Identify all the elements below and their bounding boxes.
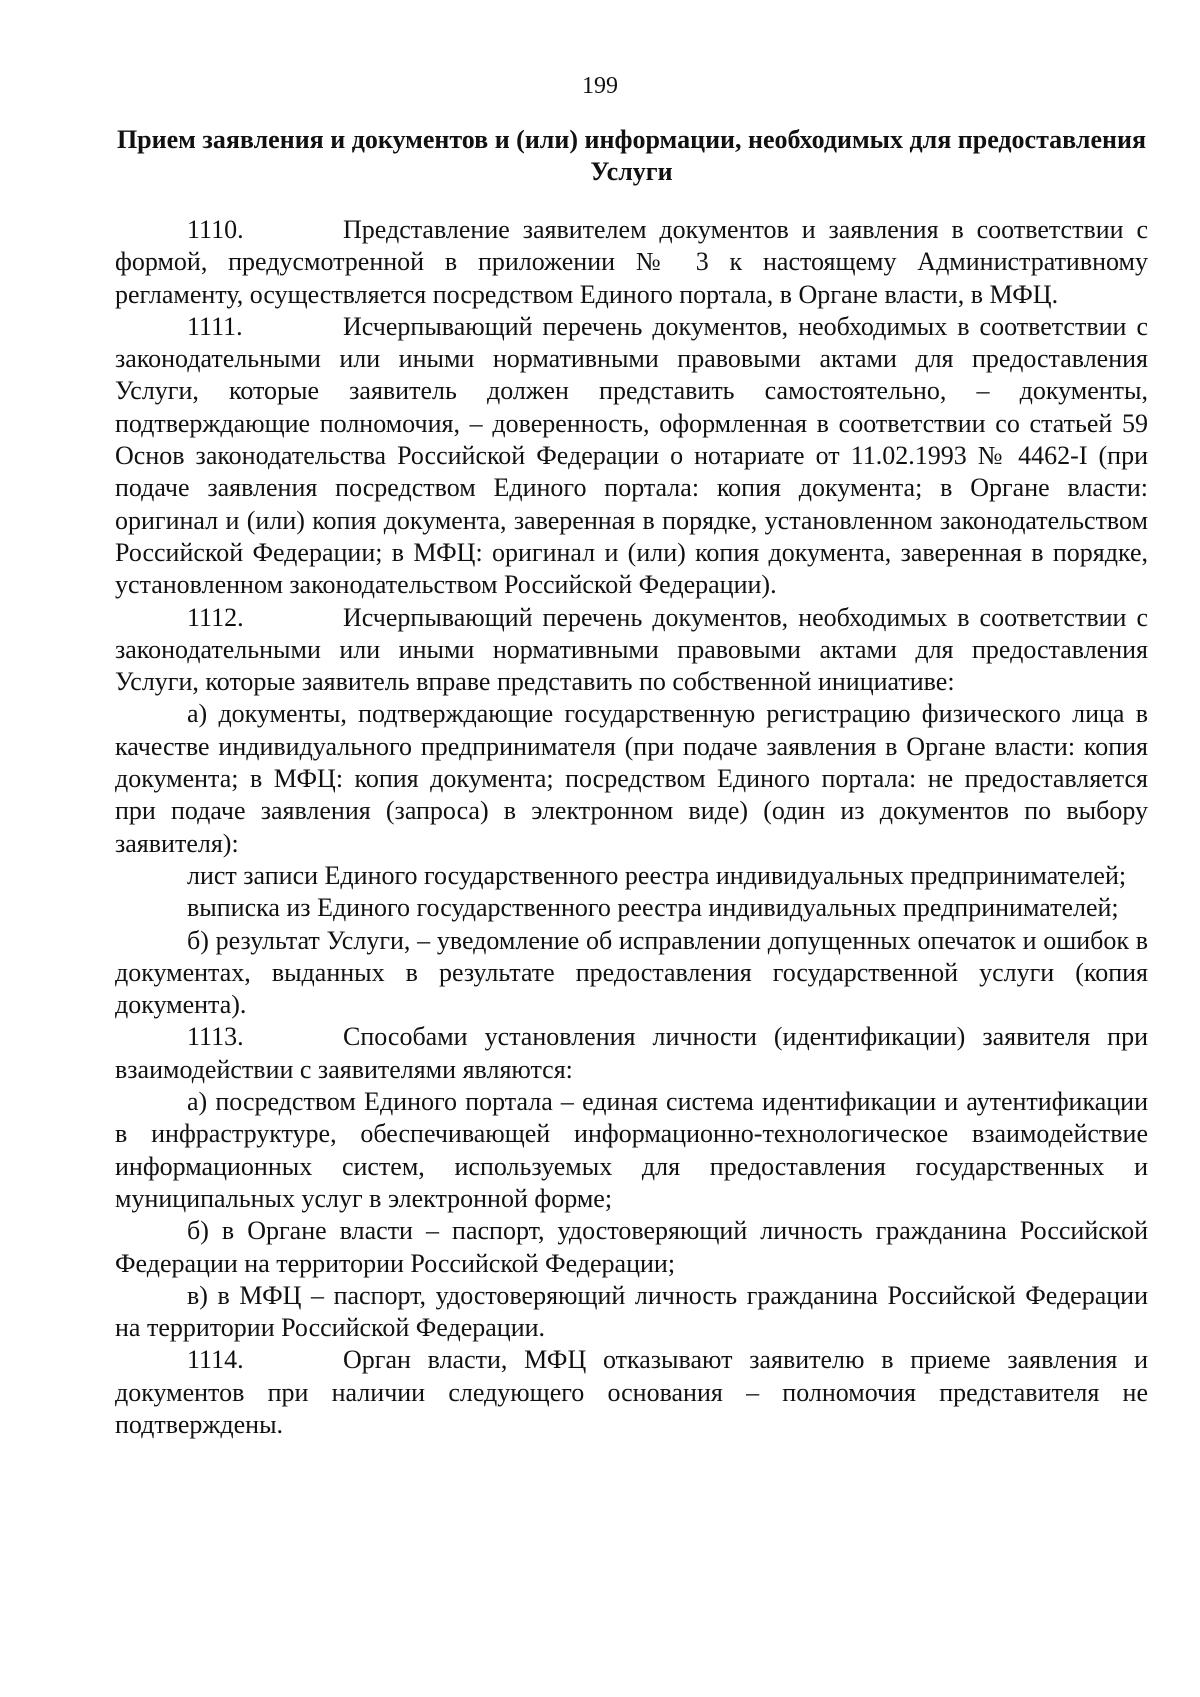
paragraph-1113-a bbox=[115, 1086, 1148, 1215]
paragraph-text: а) документы, подтверждающие государственную регистрацию физического лица в качестве индивидуального предпринимателя (при подаче заявления в Органе власти: копия документа; в МФЦ: копия документа; посредством Единого портала: не предоставляется при подаче заявления (запроса) в электронном виде) (один из документов по выбору заявителя): bbox=[115, 699, 1148, 858]
paragraph-number: 1113. bbox=[187, 1022, 244, 1052]
paragraph-text: Орган власти, МФЦ отказывают заявителю в приеме заявления и документов при наличии следующего основания – полномочия представителя не подтверждены. bbox=[115, 1345, 1148, 1439]
paragraph-1114 bbox=[115, 1344, 1148, 1441]
paragraph-number: 1111. bbox=[187, 311, 243, 341]
paragraph-1113 bbox=[115, 1021, 1148, 1086]
paragraph-number: 1110. bbox=[187, 215, 244, 244]
paragraph-1113-b bbox=[115, 1215, 1148, 1280]
paragraph-text: лист записи Единого государственного реестра индивидуальных предпринимателей; bbox=[187, 860, 1127, 890]
paragraph-1112-b bbox=[115, 925, 1148, 1022]
paragraph-1113-c bbox=[115, 1280, 1148, 1345]
paragraph-number: 1112. bbox=[187, 602, 244, 632]
section-title: Прием заявления и документов и (или) информации, необходимых для предоставления Услуги bbox=[116, 125, 1147, 186]
paragraph-text: Исчерпывающий перечень документов, необходимых в соответствии с законодательными или иными нормативными правовыми актами для предоставления Услуги, которые заявитель должен представить самостоятельно, – документы, подтверждающие полномочия, – доверенность, оформленная в соответствии со статьей 59 Основ законодательства Российской Федерации о нотариате от 11.02.1993 № 4462-I (при подаче заявления посредством Единого портала: копия документа; в Органе власти: оригинал и (или) копия документа, заверенная в порядке, установленном законодательством Российской Федерации; в МФЦ: оригинал и (или) копия документа, заверенная в порядке, установленном законодательством Российской Федерации). bbox=[115, 311, 1148, 600]
paragraph-1112-extract bbox=[115, 892, 1148, 924]
paragraph-text: б) результат Услуги, – уведомление об исправлении допущенных опечаток и ошибок в документах, выданных в результате предоставления государственной услуги (копия документа). bbox=[115, 925, 1148, 1020]
paragraph-text: а) посредством Единого портала – единая система идентификации и аутентификации в инфраструктуре, обеспечивающей информационно-технологическое взаимодействие информационных систем, используемых для предоставления государственных и муниципальных услуг в электронной форме; bbox=[115, 1087, 1148, 1213]
paragraph-1111 bbox=[115, 311, 1148, 602]
document-body bbox=[115, 214, 1148, 1441]
paragraph-1112-list-entry bbox=[115, 860, 1148, 892]
paragraph-text: выписка из Единого государственного реестра индивидуальных предпринимателей; bbox=[187, 893, 1119, 923]
paragraph-1112 bbox=[115, 602, 1148, 699]
paragraph-text: Исчерпывающий перечень документов, необходимых в соответствии с законодательными или иными нормативными правовыми актами для предоставления Услуги, которые заявитель вправе представить по собственной инициативе: bbox=[115, 602, 1148, 697]
paragraph-number: 1114. bbox=[187, 1345, 244, 1375]
paragraph-text: Способами установления личности (идентификации) заявителя при взаимодействии с заявителями являются: bbox=[115, 1022, 1148, 1084]
paragraph-text: Представление заявителем документов и заявления в соответствии с формой, предусмотренной в приложении № 3 к настоящему Административному регламенту, осуществляется посредством Единого портала, в Органе власти, в МФЦ. bbox=[115, 215, 1148, 309]
paragraph-1112-a bbox=[115, 698, 1148, 859]
paragraph-text: б) в Органе власти – паспорт, удостоверяющий личность гражданина Российской Федерации на территории Российской Федерации; bbox=[115, 1216, 1148, 1278]
paragraph-1110 bbox=[115, 214, 1148, 311]
paragraph-text: в) в МФЦ – паспорт, удостоверяющий личность гражданина Российской Федерации на территории Российской Федерации. bbox=[115, 1280, 1148, 1343]
page-number: 199 bbox=[582, 73, 618, 99]
